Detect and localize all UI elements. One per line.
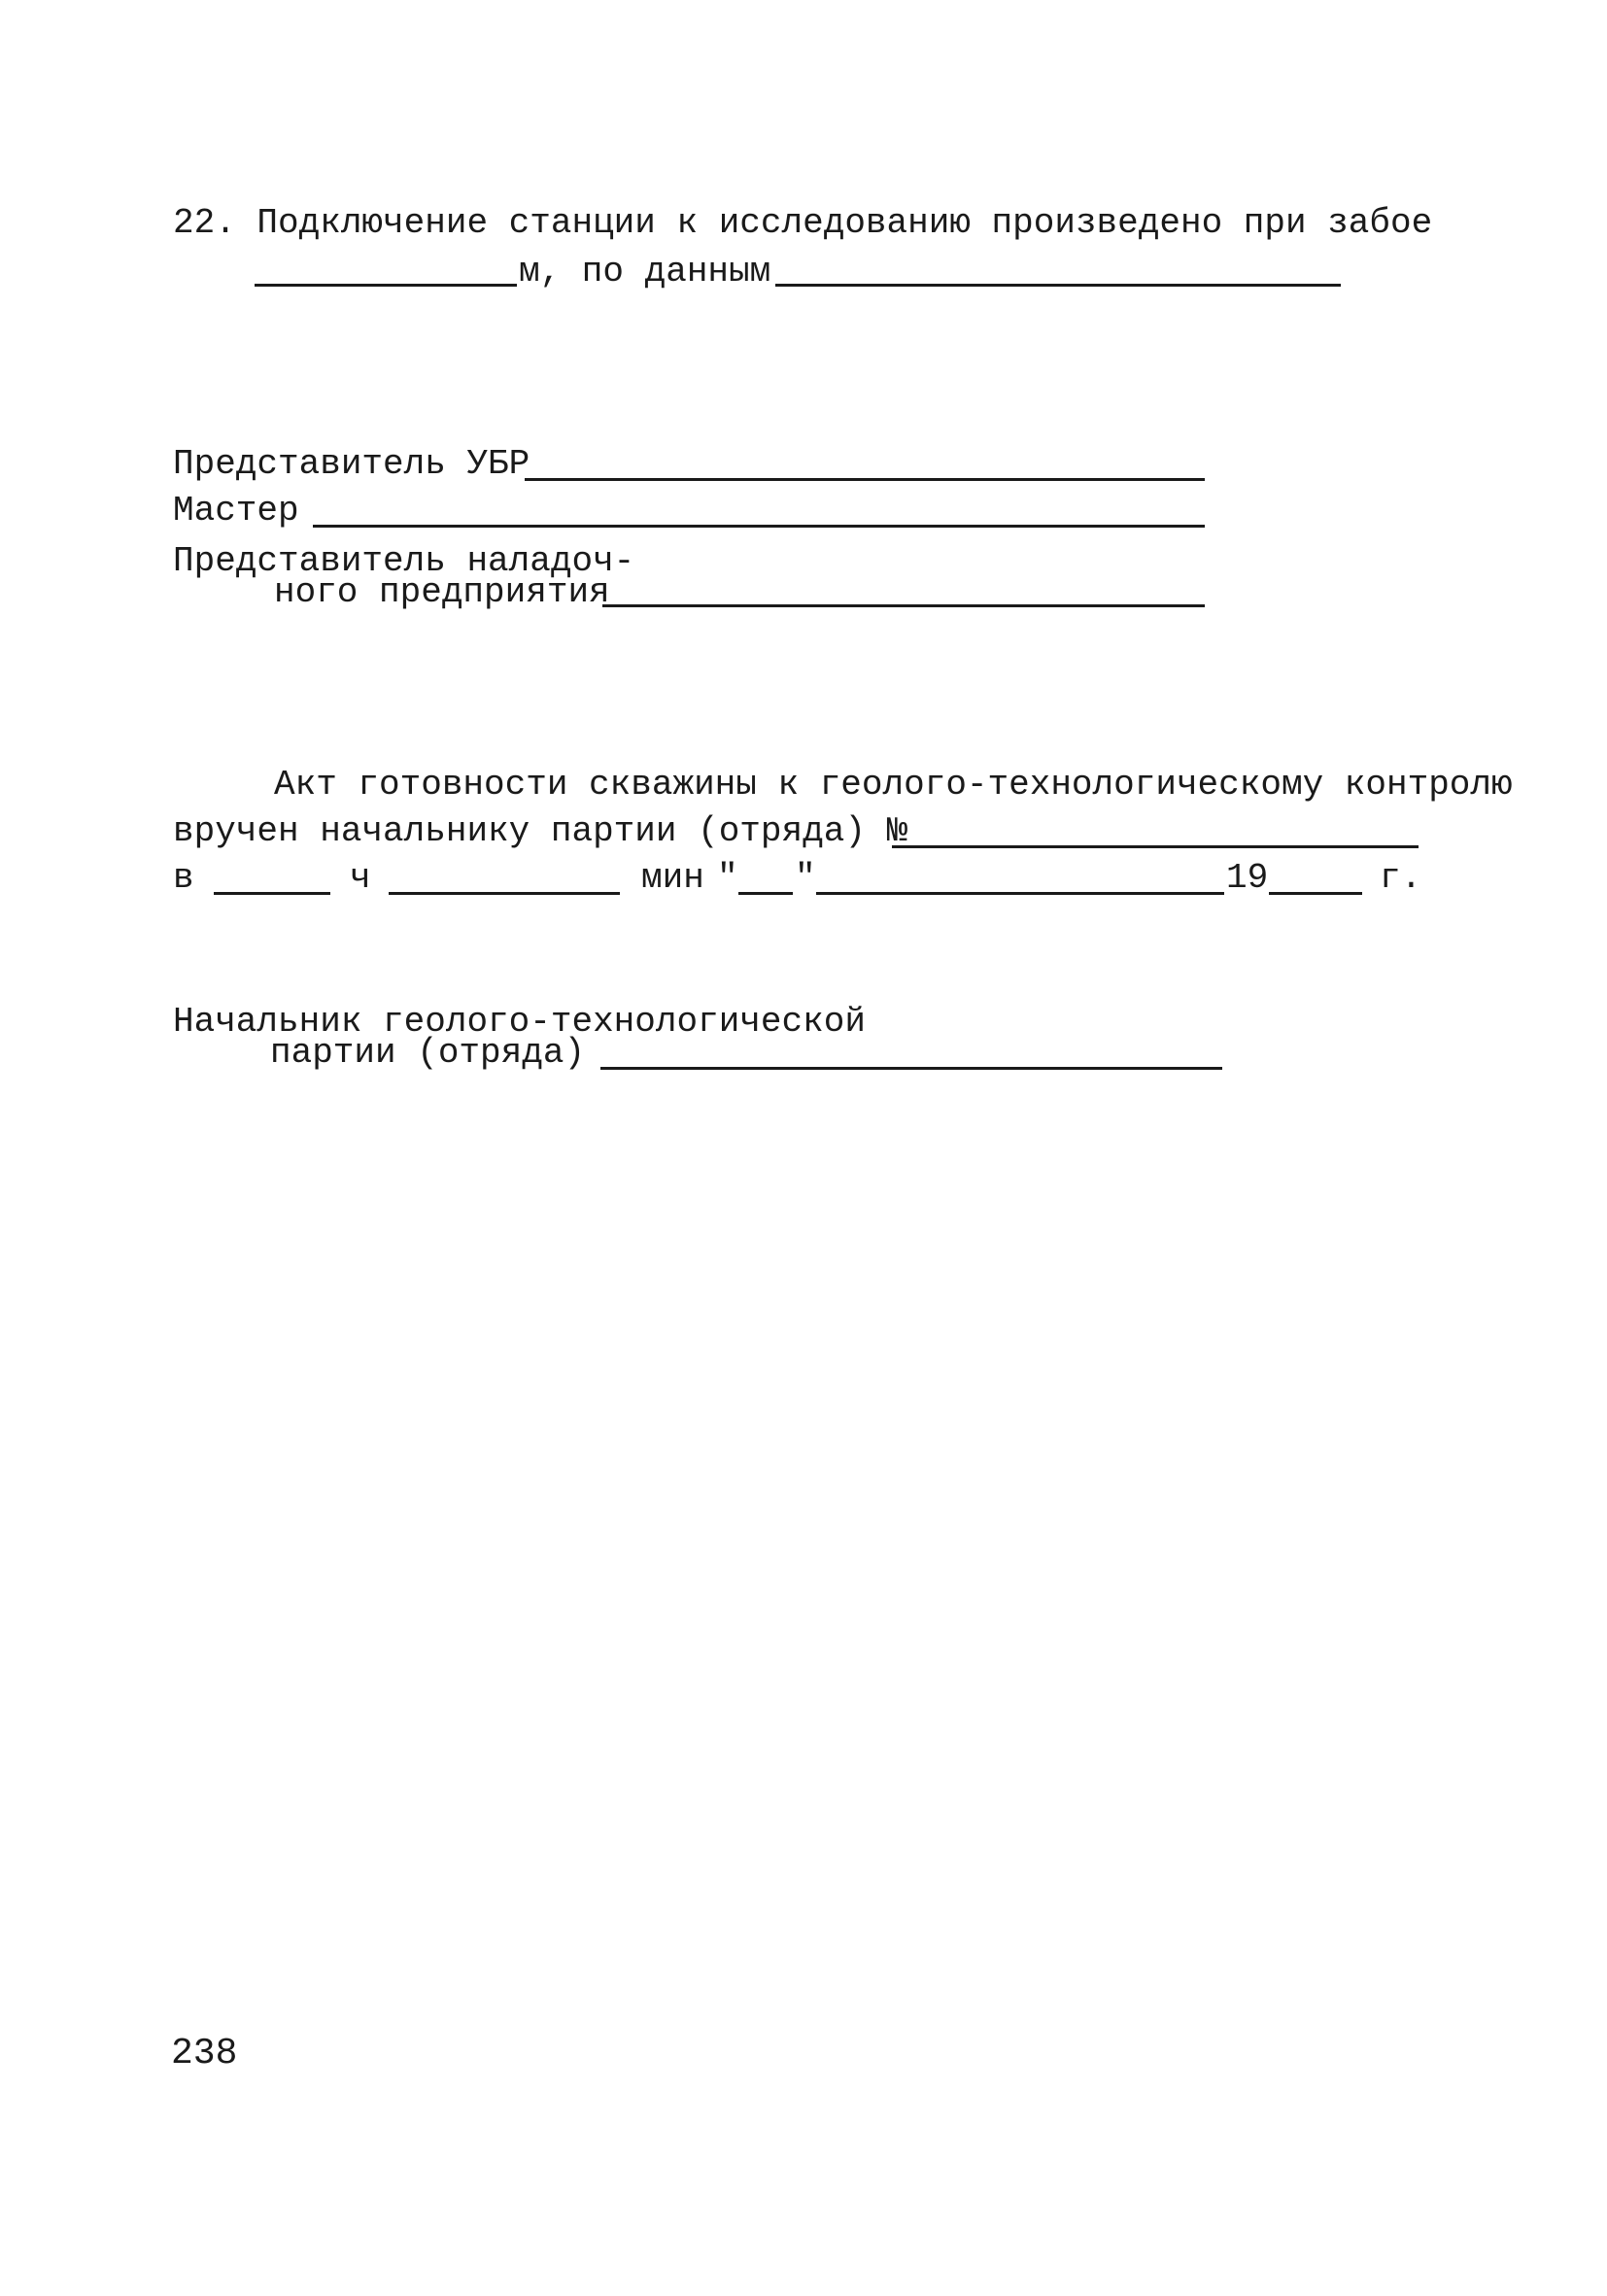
depth-blank[interactable]: [255, 284, 517, 287]
adjust-label-line1: Представитель наладоч-: [173, 541, 635, 581]
act-prefix-v: в: [173, 858, 194, 898]
quote-close: ": [795, 858, 816, 898]
month-blank[interactable]: [816, 892, 1224, 895]
act-text-line2: вручен начальнику партии (отряда) №: [173, 811, 908, 851]
ubr-signature-blank[interactable]: [525, 478, 1205, 481]
day-blank[interactable]: [738, 892, 793, 895]
data-source-blank[interactable]: [775, 284, 1341, 287]
year-suffix: г.: [1380, 858, 1422, 898]
hour-blank[interactable]: [214, 892, 330, 895]
party-number-blank[interactable]: [892, 845, 1419, 848]
item-22-unit: м, по данным: [519, 252, 771, 291]
quote-open: ": [717, 858, 738, 898]
master-signature-blank[interactable]: [313, 525, 1205, 528]
chief-label-line2: партии (отряда): [270, 1033, 586, 1073]
minute-blank[interactable]: [389, 892, 620, 895]
page-number: 238: [171, 2033, 238, 2074]
act-text-line1: Акт готовности скважины к геолого-технологическому контролю: [274, 765, 1513, 805]
adjust-signature-blank[interactable]: [602, 604, 1205, 607]
master-label: Мастер: [173, 491, 299, 531]
ubr-label: Представитель УБР: [173, 444, 530, 484]
chief-label-line1: Начальник геолого-технологической: [173, 1002, 866, 1042]
year-prefix: 19: [1226, 858, 1269, 898]
act-hour-label: ч: [350, 858, 371, 898]
year-blank[interactable]: [1269, 892, 1362, 895]
chief-signature-blank[interactable]: [600, 1067, 1222, 1070]
act-min-label: мин: [641, 858, 704, 898]
item-22-text: 22. Подключение станции к исследованию произведено при забое: [173, 203, 1433, 243]
adjust-label-line2: ного предприятия: [274, 572, 610, 612]
